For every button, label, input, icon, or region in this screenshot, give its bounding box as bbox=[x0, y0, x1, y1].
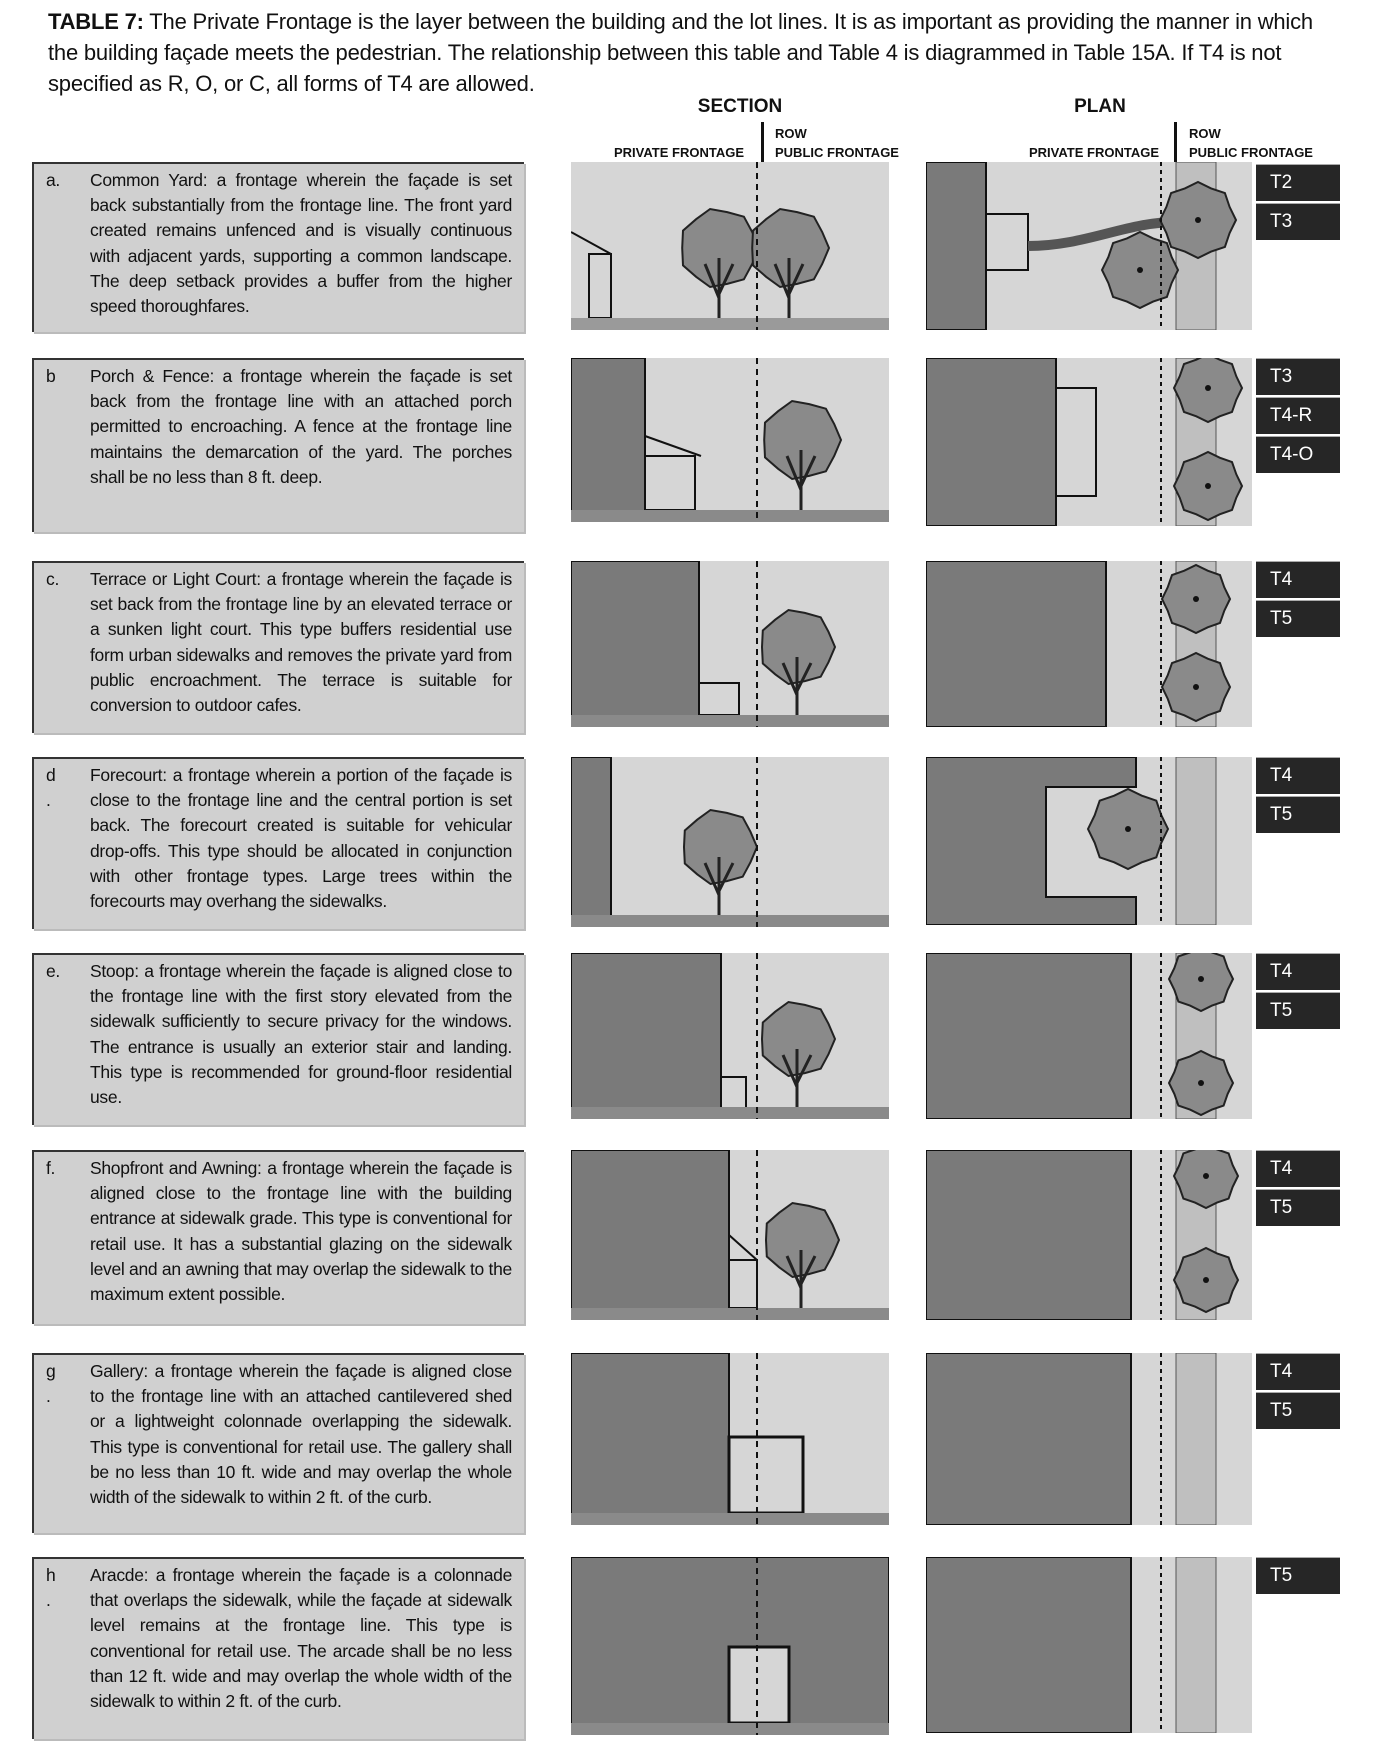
transect-zone-tag: T4 bbox=[1256, 561, 1340, 598]
frontage-definition: a frontage wherein the façade is set back substantially from the frontage line. The front yard created remains unfenced and is visually continuous with adjacent yards, supporting a common landscape. The deep setback provides a buffer from the higher speed thoroughfares. bbox=[90, 170, 512, 317]
transect-zone-tags bbox=[1256, 164, 1340, 242]
transect-zone-tags bbox=[1256, 953, 1340, 1031]
section-diagram bbox=[571, 1557, 889, 1735]
transect-zone-tag: T4 bbox=[1256, 953, 1340, 990]
row-text-block bbox=[90, 763, 512, 914]
frontage-definition: a frontage wherein the façade is aligned close to the frontage line with an attached cantilevered shed or a lightweight colonnade overlapping the sidewalk. This type is conventional for retail use. The gallery shall be no less than 10 ft. wide and may overlap the whole width of the sidewalk to within 2 ft. of the curb. bbox=[90, 1361, 512, 1508]
transect-zone-tag: T4 bbox=[1256, 757, 1340, 794]
frontage-type-name: Forecourt: bbox=[90, 765, 167, 785]
section-diagram bbox=[571, 757, 889, 927]
frontage-type-name: Aracde: bbox=[90, 1565, 149, 1585]
transect-zone-tag: T4 bbox=[1256, 1150, 1340, 1187]
row-letter: f. bbox=[46, 1158, 56, 1178]
row-letter: e. bbox=[46, 961, 60, 981]
transect-zone-tag: T5 bbox=[1256, 796, 1340, 833]
transect-zone-tags bbox=[1256, 1353, 1340, 1431]
plan-row-divider bbox=[1174, 122, 1177, 162]
section-diagram bbox=[571, 953, 889, 1119]
section-svg bbox=[571, 757, 889, 927]
row-text-block bbox=[90, 959, 512, 1110]
section-svg bbox=[571, 1557, 889, 1735]
plan-header: PLAN bbox=[1074, 96, 1126, 117]
section-diagram bbox=[571, 561, 889, 727]
frontage-description bbox=[32, 953, 524, 1125]
plan-svg bbox=[926, 1557, 1252, 1733]
transect-zone-tag: T5 bbox=[1256, 1557, 1340, 1594]
frontage-type-name: Gallery: bbox=[90, 1361, 148, 1381]
section-diagram bbox=[571, 358, 889, 522]
section-svg bbox=[571, 358, 889, 522]
transect-zone-tag: T2 bbox=[1256, 164, 1340, 201]
frontage-type-name: Common Yard: bbox=[90, 170, 208, 190]
section-svg bbox=[571, 1150, 889, 1320]
section-header: SECTION bbox=[697, 96, 783, 117]
transect-zone-tag: T5 bbox=[1256, 992, 1340, 1029]
row-letter: b bbox=[46, 366, 56, 386]
plan-svg bbox=[926, 162, 1252, 330]
section-svg bbox=[571, 561, 889, 727]
transect-zone-tags bbox=[1256, 561, 1340, 639]
plan-diagram bbox=[926, 953, 1252, 1119]
row-letter: a. bbox=[46, 170, 60, 190]
plan-svg bbox=[926, 757, 1252, 925]
section-svg bbox=[571, 1353, 889, 1525]
frontage-definition: a frontage wherein the façade is aligned close to the frontage line with the building entrance at sidewalk grade. This type is conventional for retail use. It has a substantial glazing on the sidewalk level and an awning that may overlap the sidewalk to the maximum extent possible. bbox=[90, 1158, 512, 1305]
transect-zone-tags bbox=[1256, 1150, 1340, 1228]
frontage-definition: a frontage wherein the façade is set back from the frontage line by an elevated terrace or a sunken light court. This type buffers residential use form urban sidewalks and removes the private yard from public encroachment. The terrace is suitable for conversion to outdoor cafes. bbox=[90, 569, 513, 716]
section-row-label: ROW bbox=[775, 126, 807, 141]
section-diagram bbox=[571, 1150, 889, 1320]
plan-diagram bbox=[926, 1557, 1252, 1733]
frontage-description bbox=[32, 162, 524, 332]
transect-zone-tag: T3 bbox=[1256, 358, 1340, 395]
frontage-description bbox=[32, 757, 524, 929]
transect-zone-tag: T3 bbox=[1256, 203, 1340, 240]
frontage-type-name: Shopfront and Awning: bbox=[90, 1158, 262, 1178]
transect-zone-tags bbox=[1256, 1557, 1340, 1596]
section-svg bbox=[571, 162, 889, 330]
plan-diagram bbox=[926, 561, 1252, 727]
frontage-type-name: Porch & Fence: bbox=[90, 366, 215, 386]
frontage-definition: a frontage wherein the façade is a colonnade that overlaps the sidewalk, while the façade at sidewalk level remains at the frontage line. This type is conventional for retail use. The arcade shall be no less than 12 ft. wide and may overlap the whole width of the sidewalk to within 2 ft. of the curb. bbox=[90, 1565, 513, 1712]
frontage-definition: a frontage wherein a portion of the façade is close to the frontage line and the central portion is set back. The forecourt created is suitable for vehicular drop-offs. This type should be allocated in conjunction with other frontage types. Large trees within the forecourts may overhang the sidewalks. bbox=[90, 765, 512, 912]
plan-svg bbox=[926, 1150, 1252, 1320]
plan-row-label: ROW bbox=[1189, 126, 1221, 141]
frontage-description bbox=[32, 1150, 524, 1324]
section-svg bbox=[571, 953, 889, 1119]
transect-zone-tags bbox=[1256, 358, 1340, 475]
frontage-description bbox=[32, 358, 524, 532]
row-text-block bbox=[90, 1156, 512, 1307]
transect-zone-tags bbox=[1256, 757, 1340, 835]
plan-diagram bbox=[926, 1353, 1252, 1525]
row-letter: c. bbox=[46, 569, 60, 589]
section-diagram bbox=[571, 162, 889, 330]
plan-diagram bbox=[926, 162, 1252, 330]
table-caption bbox=[48, 6, 1338, 99]
caption-text: The Private Frontage is the layer between the building and the lot lines. It is as important as providing the manner in which the building façade meets the pedestrian. The relationship between this table and Table 4 is diagrammed in Table 15A. If T4 is not specified as R, O, or C, all forms of T4 are allowed. bbox=[48, 9, 1313, 96]
row-text-block bbox=[90, 364, 512, 490]
section-diagram bbox=[571, 1353, 889, 1525]
plan-private-frontage: PRIVATE FRONTAGE bbox=[1029, 145, 1159, 160]
plan-diagram bbox=[926, 757, 1252, 925]
transect-zone-tag: T5 bbox=[1256, 1189, 1340, 1226]
frontage-type-name: Terrace or Light Court: bbox=[90, 569, 261, 589]
transect-zone-tag: T5 bbox=[1256, 1392, 1340, 1429]
transect-zone-tag: T5 bbox=[1256, 600, 1340, 637]
row-text-block bbox=[90, 567, 512, 718]
frontage-type-name: Stoop: bbox=[90, 961, 139, 981]
row-text-block bbox=[90, 1359, 512, 1510]
row-letter: g . bbox=[46, 1361, 56, 1407]
transect-zone-tag: T4-O bbox=[1256, 436, 1340, 473]
row-text-block bbox=[90, 1563, 512, 1714]
frontage-description bbox=[32, 561, 524, 733]
plan-svg bbox=[926, 358, 1252, 526]
plan-svg bbox=[926, 953, 1252, 1119]
frontage-definition: a frontage wherein the façade is set back from the frontage line with an attached porch permitted to encroaching. A fence at the frontage line maintains the demarcation of the yard. The porches shall be no less than 8 ft. deep. bbox=[90, 366, 512, 487]
frontage-definition: a frontage wherein the façade is aligned close to the frontage line with the first story elevated from the sidewalk sufficiently to secure privacy for the windows. The entrance is usually an exterior stair and landing. This type is recommended for ground-floor residential use. bbox=[90, 961, 513, 1108]
plan-svg bbox=[926, 1353, 1252, 1525]
plan-public-frontage: PUBLIC FRONTAGE bbox=[1189, 145, 1313, 160]
row-text-block bbox=[90, 168, 512, 319]
plan-svg bbox=[926, 561, 1252, 727]
plan-diagram bbox=[926, 358, 1252, 526]
section-public-frontage: PUBLIC FRONTAGE bbox=[775, 145, 899, 160]
transect-zone-tag: T4-R bbox=[1256, 397, 1340, 434]
section-private-frontage: PRIVATE FRONTAGE bbox=[614, 145, 744, 160]
row-letter: h . bbox=[46, 1565, 56, 1611]
frontage-description bbox=[32, 1353, 524, 1533]
row-letter: d . bbox=[46, 765, 56, 811]
transect-zone-tag: T4 bbox=[1256, 1353, 1340, 1390]
plan-diagram bbox=[926, 1150, 1252, 1320]
caption-label: TABLE 7: bbox=[48, 9, 144, 34]
frontage-description bbox=[32, 1557, 524, 1739]
section-row-divider bbox=[761, 122, 764, 162]
